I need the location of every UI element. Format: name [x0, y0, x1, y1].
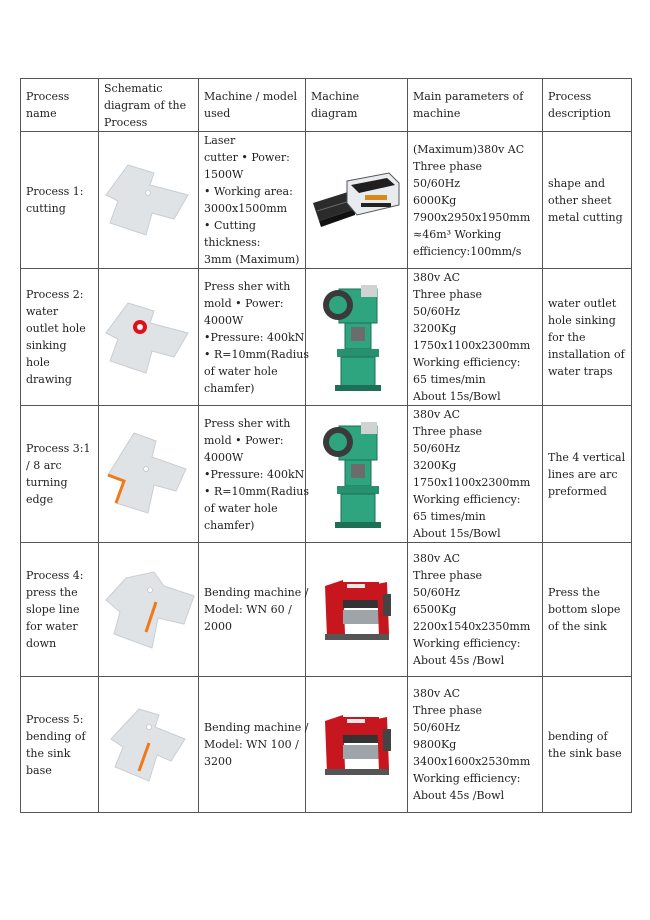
- param-line: (Maximum)380v AC: [413, 142, 525, 156]
- param-line: 2200x1540x2350mm: [413, 620, 531, 633]
- machine-line: of water hole: [204, 501, 278, 515]
- header-process-name: Process name: [21, 79, 99, 132]
- param-line: Three phase: [413, 569, 483, 582]
- process-name: Process 3:1 / 8 arc turning edge: [21, 406, 99, 543]
- param-line: Working efficiency:: [413, 772, 521, 785]
- param-line: 50/60Hz: [413, 176, 461, 190]
- machine-model-cell: [199, 132, 306, 269]
- header-row: [21, 79, 632, 132]
- slope-pressing-schematic-icon: [104, 568, 198, 652]
- param-line: 3200Kg: [413, 459, 457, 472]
- machine-line: • R=10mm(Radius: [204, 484, 310, 498]
- machine-line: • Working area:: [204, 185, 293, 198]
- param-line: 1750x1100x2300mm: [413, 476, 531, 489]
- table-row: [21, 543, 632, 677]
- process-description: shape and other sheet metal cutting: [543, 132, 632, 269]
- parameters-cell: [408, 677, 543, 813]
- param-line: efficiency:100mm/s: [413, 244, 522, 258]
- process-name: Process 5: bending of the sink base: [21, 677, 99, 813]
- param-line: 380v AC: [413, 271, 461, 284]
- param-line: Three phase: [413, 704, 483, 717]
- param-line: 50/60Hz: [413, 586, 461, 599]
- table-row: [21, 269, 632, 406]
- process-description: bending of the sink base: [543, 677, 632, 813]
- param-line: Three phase: [413, 159, 483, 173]
- machine-line: Model: WN 60 /: [204, 603, 292, 616]
- parameters-cell: [408, 543, 543, 677]
- process-name: Process 1: cutting: [21, 132, 99, 269]
- param-line: ≈46m³ Working: [413, 227, 502, 241]
- header-machine-model: Machine / model used: [199, 79, 306, 132]
- press-brake-icon: [321, 576, 393, 644]
- param-line: 1750x1100x2300mm: [413, 339, 531, 352]
- machine-diagram-cell: [306, 406, 408, 543]
- cutting-schematic-icon: [104, 161, 194, 239]
- param-line: 50/60Hz: [413, 721, 461, 734]
- hole-sinking-schematic-icon: [104, 297, 194, 377]
- machine-line: chamfer): [204, 381, 255, 395]
- header-description: Process description: [543, 79, 632, 132]
- machine-line: •Pressure: 400kN: [204, 330, 305, 344]
- param-line: 7900x2950x1950mm: [413, 210, 531, 224]
- machine-line: thickness:: [204, 236, 261, 249]
- machine-diagram-cell: [306, 543, 408, 677]
- parameters-cell: [408, 406, 543, 543]
- header-machine-diagram: Machine diagram: [306, 79, 408, 132]
- process-description: The 4 vertical lines are arc preformed: [543, 406, 632, 543]
- process-name: Process 4: press the slope line for water down: [21, 543, 99, 677]
- schematic-cell: [99, 543, 199, 677]
- machine-line: chamfer): [204, 518, 255, 532]
- param-line: 50/60Hz: [413, 442, 461, 455]
- header-schematic: Schematic diagram of the Process: [99, 79, 199, 132]
- machine-line: mold • Power:: [204, 433, 284, 447]
- param-line: 50/60Hz: [413, 305, 461, 318]
- laser-cutter-icon: [311, 169, 403, 231]
- punch-press-icon: [321, 281, 393, 393]
- machine-line: • Cutting: [204, 219, 256, 232]
- param-line: 3200Kg: [413, 322, 457, 335]
- param-line: 65 times/min: [413, 510, 486, 523]
- machine-line: • R=10mm(Radius: [204, 347, 310, 361]
- param-line: 6500Kg: [413, 603, 457, 616]
- machine-line: Model: WN 100 /: [204, 738, 299, 751]
- schematic-cell: [99, 132, 199, 269]
- machine-line: 3000x1500mm: [204, 202, 288, 215]
- machine-line: •Pressure: 400kN: [204, 467, 305, 481]
- param-line: Working efficiency:: [413, 356, 521, 369]
- process-table: [20, 78, 632, 813]
- machine-model-cell: [199, 677, 309, 813]
- table-row: [21, 132, 632, 269]
- param-line: 9800Kg: [413, 738, 457, 751]
- machine-diagram-cell: [306, 132, 408, 269]
- schematic-cell: [99, 677, 199, 813]
- param-line: 6000Kg: [413, 193, 457, 207]
- machine-line: Bending machine /: [204, 586, 309, 599]
- punch-press-icon: [321, 418, 393, 530]
- param-line: 3400x1600x2530mm: [413, 755, 531, 768]
- param-line: Three phase: [413, 288, 483, 301]
- param-line: About 15s/Bowl: [413, 527, 501, 540]
- param-line: 380v AC: [413, 408, 461, 421]
- schematic-cell: [99, 406, 199, 543]
- param-line: Working efficiency:: [413, 637, 521, 650]
- parameters-cell: [408, 269, 543, 406]
- machine-line: Press sher with: [204, 416, 291, 430]
- param-line: About 45s /Bowl: [413, 654, 505, 667]
- machine-line: cutter • Power:: [204, 151, 290, 164]
- param-line: 380v AC: [413, 687, 461, 700]
- machine-model-cell: [199, 543, 309, 677]
- machine-diagram-cell: [306, 269, 408, 406]
- parameters-cell: [408, 132, 543, 269]
- param-line: Three phase: [413, 425, 483, 438]
- process-description: Press the bottom slope of the sink: [543, 543, 632, 677]
- base-bending-schematic-icon: [109, 705, 189, 785]
- schematic-cell: [99, 269, 199, 406]
- machine-line: 4000W: [204, 450, 244, 464]
- machine-line: Laser: [204, 134, 236, 147]
- param-line: 380v AC: [413, 552, 461, 565]
- param-line: About 15s/Bowl: [413, 390, 501, 403]
- process-description: water outlet hole sinking for the installation of water traps: [543, 269, 632, 406]
- press-brake-icon: [321, 711, 393, 779]
- param-line: About 45s /Bowl: [413, 789, 505, 802]
- table-row: [21, 677, 632, 813]
- machine-line: Press sher with: [204, 279, 291, 293]
- machine-line: mold • Power:: [204, 296, 284, 310]
- machine-line: 1500W: [204, 168, 244, 181]
- machine-line: 3mm (Maximum): [204, 253, 300, 266]
- machine-line: 4000W: [204, 313, 244, 327]
- machine-diagram-cell: [306, 677, 408, 813]
- table-row: [21, 406, 632, 543]
- machine-line: 3200: [204, 755, 232, 768]
- process-name: Process 2: water outlet hole sinking hole drawing: [21, 269, 99, 406]
- machine-line: of water hole: [204, 364, 278, 378]
- machine-model-cell: [199, 406, 310, 543]
- machine-line: Bending machine /: [204, 721, 309, 734]
- header-parameters: Main parameters of machine: [408, 79, 543, 132]
- machine-line: 2000: [204, 620, 232, 633]
- param-line: Working efficiency:: [413, 493, 521, 506]
- param-line: 65 times/min: [413, 373, 486, 386]
- machine-model-cell: [199, 269, 310, 406]
- arc-turning-schematic-icon: [104, 429, 194, 519]
